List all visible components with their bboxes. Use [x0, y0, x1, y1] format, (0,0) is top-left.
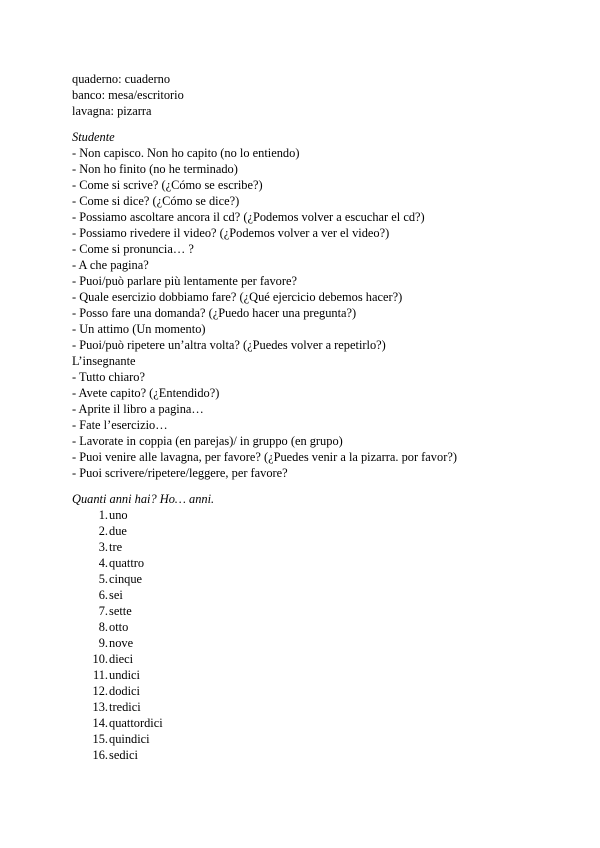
phrase-line: - Possiamo rivedere il video? (¿Podemos volver a ver el video?) [72, 226, 390, 240]
number-word: due [109, 524, 127, 538]
phrase-line: - Avete capito? (¿Entendido?) [72, 386, 220, 400]
number-word: quattro [109, 556, 145, 570]
list-item [72, 523, 542, 539]
list-number: 2. [98, 524, 108, 538]
phrase-line: - Non capisco. Non ho capito (no lo entiendo) [72, 146, 300, 160]
phrase-line: - Aprite il libro a pagina… [72, 402, 204, 416]
list-item [72, 587, 542, 603]
phrase-line: - Puoi/può ripetere un’altra volta? (¿Puedes volver a repetirlo?) [72, 338, 386, 352]
phrase-line: - Puoi/può parlare più lentamente per favore? [72, 274, 298, 288]
list-item [72, 747, 542, 763]
vocab-line: banco: mesa/escritorio [72, 88, 184, 102]
number-word: sei [109, 588, 123, 602]
numbers-list [72, 507, 542, 763]
numbers-section [72, 491, 542, 763]
list-item [72, 571, 542, 587]
number-word: cinque [109, 572, 143, 586]
phrase-line: - Come si scrive? (¿Cómo se escribe?) [72, 178, 263, 192]
studente-section [72, 129, 542, 353]
vocab-line: lavagna: pizarra [72, 104, 152, 118]
list-number: 12. [92, 684, 108, 698]
list-number: 6. [98, 588, 108, 602]
document-page [72, 71, 542, 763]
number-word: tredici [109, 700, 141, 714]
phrase-line: - Fate l’esercizio… [72, 418, 168, 432]
vocab-line: quaderno: cuaderno [72, 72, 171, 86]
number-word: quindici [109, 732, 150, 746]
list-number: 15. [92, 732, 108, 746]
list-number: 8. [98, 620, 108, 634]
list-item [72, 683, 542, 699]
list-item [72, 635, 542, 651]
list-item [72, 667, 542, 683]
number-word: quattordici [109, 716, 163, 730]
phrase-line: - Possiamo ascoltare ancora il cd? (¿Podemos volver a escuchar el cd?) [72, 210, 425, 224]
list-number: 11. [92, 668, 108, 682]
number-word: sedici [109, 748, 138, 762]
list-item [72, 619, 542, 635]
list-number: 16. [92, 748, 108, 762]
list-item [72, 699, 542, 715]
number-word: tre [109, 540, 123, 554]
list-number: 14. [92, 716, 108, 730]
list-item [72, 603, 542, 619]
number-word: undici [109, 668, 140, 682]
phrase-line: - Puoi venire alle lavagna, per favore? (¿Puedes venir a la pizarra. por favor?) [72, 450, 457, 464]
spacer [72, 481, 542, 491]
phrase-line: - Non ho finito (no he terminado) [72, 162, 238, 176]
numbers-heading: Quanti anni hai? Ho… anni. [72, 492, 215, 506]
list-number: 4. [98, 556, 108, 570]
list-item [72, 715, 542, 731]
number-word: uno [109, 508, 128, 522]
phrase-line: - Puoi scrivere/ripetere/leggere, per favore? [72, 466, 288, 480]
number-word: nove [109, 636, 134, 650]
list-item [72, 651, 542, 667]
phrase-line: - Posso fare una domanda? (¿Puedo hacer una pregunta?) [72, 306, 357, 320]
studente-heading: Studente [72, 130, 115, 144]
phrase-line: - Come si dice? (¿Cómo se dice?) [72, 194, 240, 208]
list-item [72, 539, 542, 555]
list-number: 9. [98, 636, 108, 650]
list-number: 10. [92, 652, 108, 666]
number-word: dieci [109, 652, 134, 666]
phrase-line: - Un attimo (Un momento) [72, 322, 206, 336]
insegnante-section [72, 353, 542, 481]
list-number: 7. [98, 604, 108, 618]
phrase-line: - Quale esercizio dobbiamo fare? (¿Qué ejercicio debemos hacer?) [72, 290, 403, 304]
number-word: dodici [109, 684, 140, 698]
vocabulary-section [72, 71, 542, 119]
phrase-line: - Lavorate in coppia (en parejas)/ in gruppo (en grupo) [72, 434, 343, 448]
number-word: sette [109, 604, 132, 618]
phrase-line: - Come si pronuncia… ? [72, 242, 194, 256]
list-number: 1. [98, 508, 108, 522]
list-number: 3. [98, 540, 108, 554]
phrase-line: - A che pagina? [72, 258, 149, 272]
list-number: 13. [92, 700, 108, 714]
number-word: otto [109, 620, 129, 634]
insegnante-heading: L’insegnante [72, 354, 136, 368]
list-item [72, 731, 542, 747]
list-item [72, 507, 542, 523]
phrase-line: - Tutto chiaro? [72, 370, 145, 384]
spacer [72, 119, 542, 129]
list-item [72, 555, 542, 571]
list-number: 5. [98, 572, 108, 586]
